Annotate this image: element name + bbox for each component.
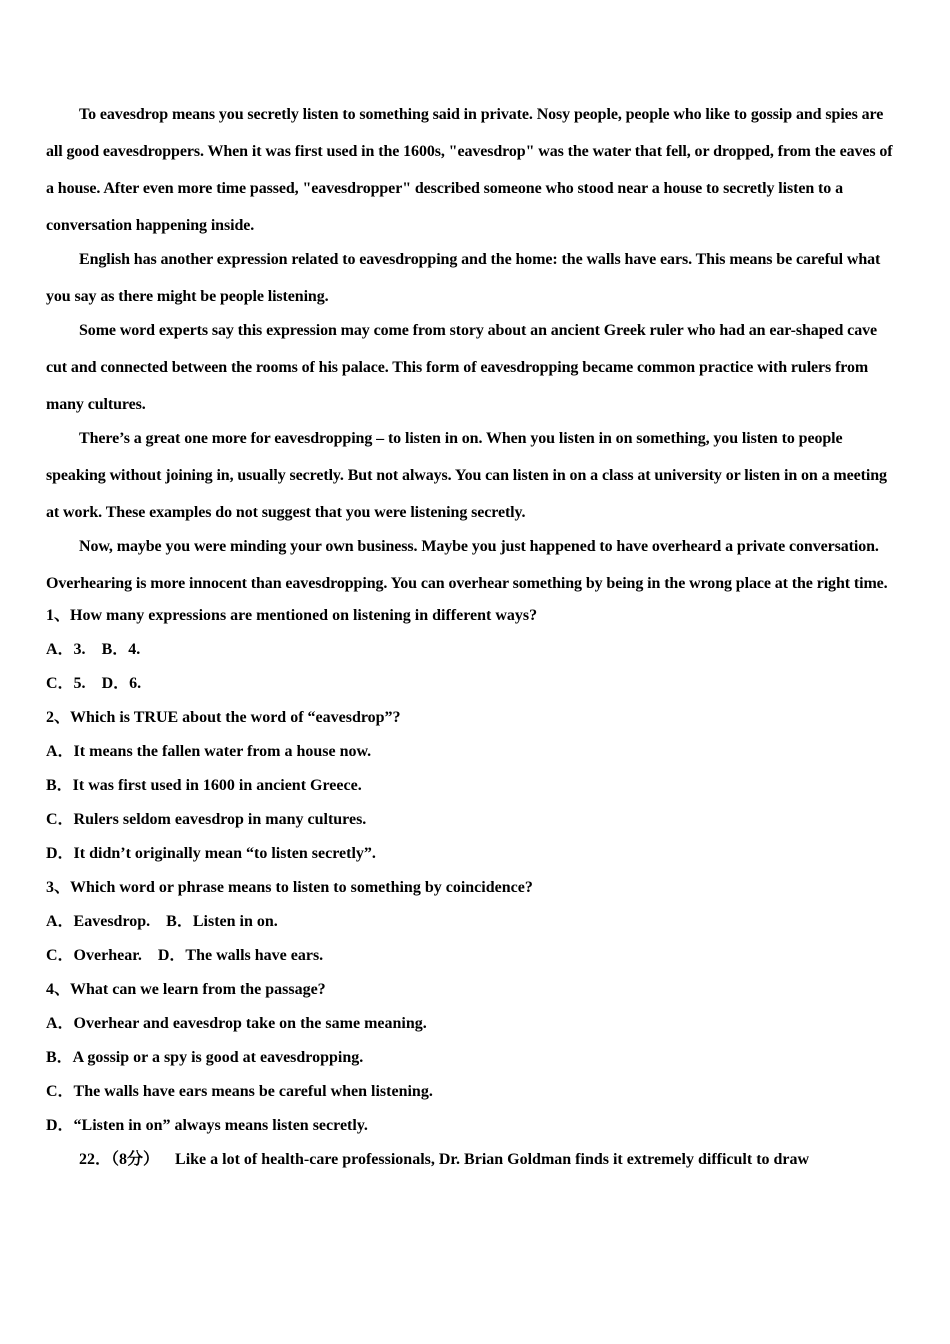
section-text: Like a lot of health-care professionals, Dr. Brian Goldman finds it extremely difficult to draw — [175, 1151, 810, 1168]
question-1 — [46, 599, 896, 701]
question-stem: 3、Which word or phrase means to listen to something by coincidence? — [46, 879, 533, 896]
option-row — [46, 633, 896, 667]
option-b: B．4. — [101, 641, 141, 658]
option-b: B．It was first used in 1600 in ancient Greece. — [46, 777, 362, 794]
question-4 — [46, 973, 896, 1143]
passage-paragraph-1: To eavesdrop means you secretly listen to something said in private. Nosy people, people who like to gossip and spies are all good eavesdroppers. When it was first used in the 1600s, "eavesdrop" was the water that fell, or dropped, from the eaves of a house. After even more time passed, "eavesdropper" described someone who stood near a house to secretly listen to a conversation happening inside. — [46, 106, 893, 234]
option-a: A．It means the fallen water from a house now. — [46, 743, 372, 760]
option-d: D．“Listen in on” always means listen secretly. — [46, 1117, 368, 1134]
option-d: D．It didn’t originally mean “to listen secretly”. — [46, 845, 376, 862]
passage-paragraph-4: There’s a great one more for eavesdropping – to listen in on. When you listen in on something, you listen to people speaking without joining in, usually secretly. But not always. You can listen in on a class at university or listen in on a meeting at work. These examples do not suggest that you were listening secretly. — [46, 430, 887, 521]
option-c: C．Rulers seldom eavesdrop in many cultures. — [46, 811, 367, 828]
section-number: 22．（8分） — [79, 1151, 160, 1168]
option-row — [46, 939, 896, 973]
passage-paragraph-5: Now, maybe you were minding your own business. Maybe you just happened to have overheard a private conversation. Overhearing is more innocent than eavesdropping. You can overhear something by being in the wrong place at the right time. — [46, 538, 888, 592]
option-row — [46, 905, 896, 939]
option-c: C．5. — [46, 675, 86, 692]
option-c: C．Overhear. — [46, 947, 142, 964]
next-section-start — [46, 1143, 896, 1177]
option-d: D．The walls have ears. — [157, 947, 324, 964]
passage-paragraph-3: Some word experts say this expression may come from story about an ancient Greek ruler who had an ear-shaped cave cut and connected between the rooms of his palace. This form of eavesdropping became common practice with rulers from many cultures. — [46, 322, 877, 413]
question-stem: 4、What can we learn from the passage? — [46, 981, 326, 998]
option-a: A．Eavesdrop. — [46, 913, 151, 930]
option-a: A．3. — [46, 641, 86, 658]
option-row — [46, 667, 896, 701]
option-a: A．Overhear and eavesdrop take on the same meaning. — [46, 1015, 427, 1032]
option-b: B．Listen in on. — [166, 913, 278, 930]
question-stem: 1、How many expressions are mentioned on listening in different ways? — [46, 607, 538, 624]
option-b: B．A gossip or a spy is good at eavesdropping. — [46, 1049, 364, 1066]
question-stem: 2、Which is TRUE about the word of “eavesdrop”? — [46, 709, 401, 726]
option-c: C．The walls have ears means be careful when listening. — [46, 1083, 433, 1100]
passage-paragraph-2: English has another expression related to eavesdropping and the home: the walls have ears. This means be careful what you say as there might be people listening. — [46, 251, 881, 305]
question-3 — [46, 871, 896, 973]
document-content — [46, 96, 896, 1177]
question-2 — [46, 701, 896, 871]
option-d: D．6. — [101, 675, 142, 692]
